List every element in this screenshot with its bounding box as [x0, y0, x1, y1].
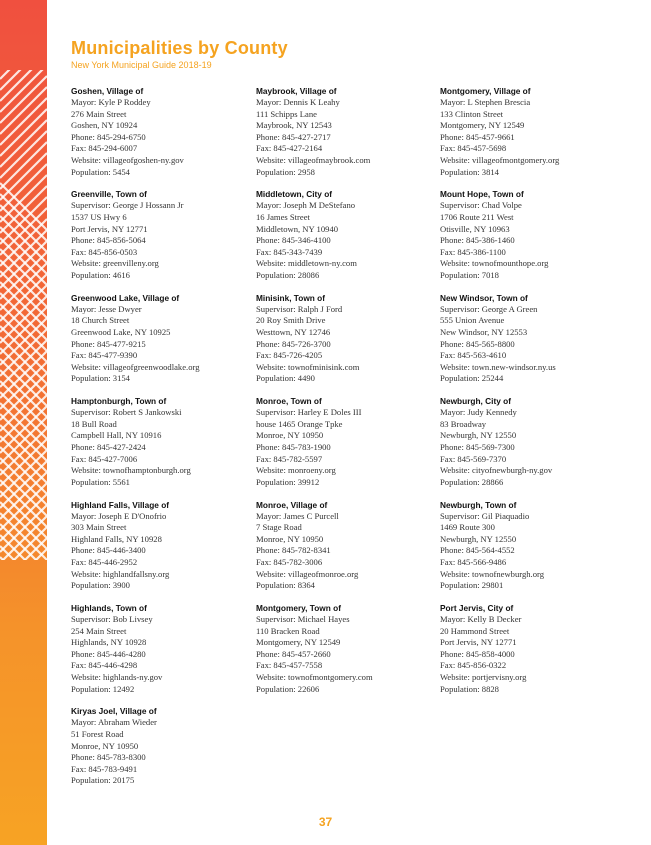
- municipality-name: Middletown, City of: [256, 189, 333, 200]
- municipality-detail: Mayor: Judy Kennedy: [440, 407, 517, 418]
- municipality-detail: Highlands, NY 10928: [71, 637, 147, 648]
- municipality-detail: 7 Stage Road: [256, 522, 302, 533]
- municipality-detail: Population: 25244: [440, 373, 504, 384]
- municipality-detail: Population: 3154: [71, 373, 130, 384]
- municipality-detail: Population: 8364: [256, 580, 315, 591]
- municipality-detail: Website: villageofgreenwoodlake.org: [71, 361, 200, 372]
- municipality-name: Newburgh, Town of: [440, 499, 517, 510]
- municipality-detail: 110 Bracken Road: [256, 625, 320, 636]
- municipality-name: Monroe, Town of: [256, 396, 322, 407]
- municipality-detail: 18 Church Street: [71, 315, 130, 326]
- municipality-detail: Website: townofhamptonburgh.org: [71, 465, 191, 476]
- municipality-entry: [440, 293, 620, 396]
- municipality-entry: [440, 603, 620, 706]
- municipality-detail: Phone: 845-427-2424: [71, 441, 146, 452]
- municipality-entry: [256, 293, 436, 396]
- municipality-detail: New Windsor, NY 12553: [440, 326, 528, 337]
- lattice-line: [0, 568, 47, 615]
- municipality-name: Port Jervis, City of: [440, 602, 514, 613]
- municipality-detail: Population: 8828: [440, 683, 499, 694]
- municipality-detail: Fax: 845-446-2952: [71, 556, 138, 567]
- municipality-detail: Phone: 845-446-3400: [71, 545, 146, 556]
- municipality-name: Montgomery, Village of: [440, 86, 531, 96]
- municipality-detail: Phone: 845-446-4280: [71, 648, 146, 659]
- municipality-detail: Population: 5561: [71, 476, 130, 487]
- municipality-detail: Newburgh, NY 12550: [440, 533, 517, 544]
- municipality-detail: Fax: 845-343-7439: [256, 246, 323, 257]
- lattice-line: [0, 560, 47, 607]
- municipality-detail: Website: greenvilleny.org: [71, 258, 159, 269]
- municipality-detail: Population: 29801: [440, 580, 504, 591]
- municipality-detail: Phone: 845-783-8300: [71, 752, 146, 763]
- municipality-detail: Campbell Hall, NY 10916: [71, 430, 162, 441]
- municipality-name: Highlands, Town of: [71, 602, 147, 613]
- municipality-detail: Supervisor: Michael Hayes: [256, 613, 350, 624]
- municipality-detail: 20 Hammond Street: [440, 625, 510, 636]
- municipality-detail: Montgomery, NY 12549: [440, 120, 525, 131]
- municipality-entry: [256, 500, 436, 603]
- municipality-entry: [256, 603, 436, 706]
- municipality-entry: [71, 706, 251, 809]
- municipality-detail: Supervisor: George J Hossann Jr: [71, 200, 184, 211]
- municipality-detail: Phone: 845-569-7300: [440, 441, 515, 452]
- municipality-detail: Population: 4616: [71, 269, 130, 280]
- municipality-detail: 133 Clinton Street: [440, 108, 504, 119]
- municipality-detail: Supervisor: Harley E Doles III: [256, 407, 362, 418]
- municipality-name: Mount Hope, Town of: [440, 189, 524, 200]
- municipality-detail: Fax: 845-446-4298: [71, 660, 138, 671]
- municipality-detail: Phone: 845-565-8800: [440, 338, 515, 349]
- municipality-detail: 51 Forest Road: [71, 728, 124, 739]
- municipality-detail: Website: cityofnewburgh-ny.gov: [440, 465, 553, 476]
- municipality-detail: Port Jervis, NY 12771: [440, 637, 517, 648]
- municipality-detail: Website: townofminisink.com: [256, 361, 360, 372]
- municipality-detail: Population: 20175: [71, 775, 135, 786]
- municipality-detail: Fax: 845-457-5698: [440, 143, 507, 154]
- municipality-detail: Population: 22606: [256, 683, 320, 694]
- municipality-entry: [71, 293, 251, 396]
- municipality-detail: Fax: 845-569-7370: [440, 453, 507, 464]
- municipality-detail: 1469 Route 300: [440, 522, 495, 533]
- lattice-line: [0, 604, 47, 651]
- municipality-detail: Fax: 845-566-9486: [440, 556, 507, 567]
- municipality-detail: Phone: 845-457-9661: [440, 131, 515, 142]
- municipality-detail: Mayor: Joseph M DeStefano: [256, 200, 356, 211]
- municipality-detail: Mayor: Kelly B Decker: [440, 613, 522, 624]
- municipality-detail: Phone: 845-457-2660: [256, 648, 331, 659]
- municipality-detail: Fax: 845-563-4610: [440, 350, 507, 361]
- municipality-entry: [71, 603, 251, 706]
- municipality-detail: house 1465 Orange Tpke: [256, 418, 343, 429]
- municipality-name: Greenwood Lake, Village of: [71, 292, 180, 303]
- municipality-detail: Fax: 845-856-0322: [440, 660, 507, 671]
- municipality-detail: Fax: 845-783-9491: [71, 763, 138, 774]
- decorative-side-strip: [0, 0, 47, 845]
- municipality-name: Kiryas Joel, Village of: [71, 706, 157, 717]
- municipality-entry: [440, 396, 620, 499]
- municipality-detail: Website: highlandfallsny.org: [71, 568, 170, 579]
- municipality-detail: Population: 28866: [440, 476, 504, 487]
- column-2: [256, 86, 436, 706]
- municipality-detail: Supervisor: Gil Piaquadio: [440, 510, 530, 521]
- municipality-detail: Website: monroeny.org: [256, 465, 336, 476]
- column-3: [440, 86, 620, 706]
- lattice-lines: [0, 10, 47, 662]
- municipality-detail: Website: townofmounthope.org: [440, 258, 549, 269]
- municipality-detail: Population: 5454: [71, 166, 130, 177]
- municipality-detail: Supervisor: Bob Livsey: [71, 613, 153, 624]
- municipality-detail: Mayor: L Stephen Brescia: [440, 97, 531, 107]
- municipality-detail: Website: townofnewburgh.org: [440, 568, 545, 579]
- municipality-detail: Population: 7018: [440, 269, 499, 280]
- municipality-detail: Population: 28086: [256, 269, 320, 280]
- municipality-entry: [71, 86, 251, 189]
- municipality-name: Montgomery, Town of: [256, 602, 341, 613]
- lattice-line: [0, 21, 47, 68]
- page-header: [71, 38, 288, 71]
- lattice-line: [0, 10, 47, 57]
- municipality-detail: Goshen, NY 10924: [71, 120, 138, 131]
- municipality-detail: Phone: 845-477-9215: [71, 338, 146, 349]
- lattice-line: [0, 615, 47, 662]
- municipality-name: Greenville, Town of: [71, 189, 147, 200]
- municipality-detail: Monroe, NY 10950: [256, 533, 324, 544]
- municipality-detail: 83 Broadway: [440, 418, 487, 429]
- municipality-detail: Website: villageofmontgomery.org: [440, 154, 560, 165]
- municipality-detail: Phone: 845-856-5064: [71, 235, 146, 246]
- municipality-name: Monroe, Village of: [256, 499, 328, 510]
- municipality-detail: Population: 3814: [440, 166, 499, 177]
- municipality-detail: Fax: 845-782-3006: [256, 556, 323, 567]
- municipality-detail: Otisville, NY 10963: [440, 223, 510, 234]
- municipality-detail: 1706 Route 211 West: [440, 211, 514, 222]
- lattice-line: [0, 593, 47, 640]
- municipality-detail: 303 Main Street: [71, 522, 127, 533]
- municipality-name: Hamptonburgh, Town of: [71, 396, 167, 407]
- municipality-name: New Windsor, Town of: [440, 292, 528, 303]
- municipality-entry: [256, 396, 436, 499]
- municipality-name: Maybrook, Village of: [256, 86, 337, 96]
- municipality-name: Minisink, Town of: [256, 292, 325, 303]
- lattice-line: [0, 582, 47, 629]
- municipality-detail: Mayor: Kyle P Roddey: [71, 97, 151, 107]
- lattice-line: [0, 571, 47, 618]
- municipality-entry: [256, 189, 436, 292]
- municipality-detail: Fax: 845-856-0503: [71, 246, 138, 257]
- municipality-detail: Middletown, NY 10940: [256, 223, 339, 234]
- municipality-detail: 555 Union Avenue: [440, 315, 505, 326]
- municipality-detail: Population: 39912: [256, 476, 320, 487]
- municipality-detail: Phone: 845-782-8341: [256, 545, 331, 556]
- municipality-detail: Supervisor: Chad Volpe: [440, 200, 522, 211]
- municipality-detail: Mayor: Jesse Dwyer: [71, 303, 142, 314]
- municipality-detail: Supervisor: George A Green: [440, 303, 538, 314]
- municipality-detail: Website: middletown-ny.com: [256, 258, 357, 269]
- municipality-detail: Fax: 845-427-7006: [71, 453, 138, 464]
- page-subtitle: New York Municipal Guide 2018-19: [71, 60, 212, 70]
- municipality-detail: Fax: 845-782-5597: [256, 453, 323, 464]
- column-1: [71, 86, 251, 810]
- municipality-detail: Fax: 845-294-6007: [71, 143, 138, 154]
- municipality-detail: 254 Main Street: [71, 625, 127, 636]
- municipality-detail: Fax: 845-427-2164: [256, 143, 323, 154]
- municipality-entry: [440, 189, 620, 292]
- municipality-entry: [71, 396, 251, 499]
- municipality-detail: Website: villageofmaybrook.com: [256, 154, 371, 165]
- municipality-detail: Fax: 845-477-9390: [71, 350, 138, 361]
- municipality-name: Newburgh, City of: [440, 396, 511, 407]
- municipality-detail: Website: portjervisny.org: [440, 671, 527, 682]
- municipality-detail: Fax: 845-457-7558: [256, 660, 323, 671]
- municipality-detail: Fax: 845-386-1100: [440, 246, 506, 257]
- municipality-detail: 18 Bull Road: [71, 418, 117, 429]
- municipality-detail: Population: 12492: [71, 683, 135, 694]
- municipality-detail: Mayor: Abraham Wieder: [71, 717, 157, 728]
- municipality-detail: Website: highlands-ny.gov: [71, 671, 163, 682]
- municipality-detail: Phone: 845-564-4552: [440, 545, 515, 556]
- municipality-detail: 20 Roy Smith Drive: [256, 315, 326, 326]
- municipality-detail: Website: villageofmonroe.org: [256, 568, 359, 579]
- municipality-detail: Population: 4490: [256, 373, 315, 384]
- municipality-detail: 276 Main Street: [71, 108, 127, 119]
- municipality-detail: Phone: 845-726-3700: [256, 338, 331, 349]
- municipality-detail: Westtown, NY 12746: [256, 326, 331, 337]
- municipality-detail: Mayor: Dennis K Leahy: [256, 97, 340, 107]
- municipality-detail: Phone: 845-346-4100: [256, 235, 331, 246]
- lattice-pattern: [0, 0, 47, 845]
- municipality-detail: Phone: 845-858-4000: [440, 648, 515, 659]
- municipality-detail: Supervisor: Ralph J Ford: [256, 303, 343, 314]
- municipality-detail: Phone: 845-427-2717: [256, 131, 331, 142]
- municipality-detail: Phone: 845-294-6750: [71, 131, 146, 142]
- municipality-detail: 111 Schipps Lane: [256, 108, 317, 119]
- municipality-entry: [440, 86, 620, 189]
- municipality-entry: [71, 500, 251, 603]
- municipality-detail: Highland Falls, NY 10928: [71, 533, 162, 544]
- municipality-detail: Website: townofmontgomery.com: [256, 671, 373, 682]
- municipality-detail: Maybrook, NY 12543: [256, 120, 332, 131]
- municipality-detail: Monroe, NY 10950: [71, 740, 139, 751]
- municipality-detail: Website: town.new-windsor.ny.us: [440, 361, 556, 372]
- municipality-name: Highland Falls, Village of: [71, 499, 170, 510]
- page-number: 37: [318, 815, 333, 829]
- municipality-entry: [256, 86, 436, 189]
- municipality-detail: Supervisor: Robert S Jankowski: [71, 407, 182, 418]
- municipality-detail: 16 James Street: [256, 211, 310, 222]
- municipality-entry: [71, 189, 251, 292]
- municipality-detail: Greenwood Lake, NY 10925: [71, 326, 171, 337]
- page-title: Municipalities by County: [71, 38, 288, 58]
- municipality-detail: Newburgh, NY 12550: [440, 430, 517, 441]
- municipality-detail: Phone: 845-783-1900: [256, 441, 331, 452]
- municipality-detail: Monroe, NY 10950: [256, 430, 324, 441]
- municipality-detail: Fax: 845-726-4205: [256, 350, 323, 361]
- municipality-detail: Phone: 845-386-1460: [440, 235, 515, 246]
- municipality-detail: 1537 US Hwy 6: [71, 211, 127, 222]
- municipality-detail: Mayor: Joseph E D'Onofrio: [71, 510, 167, 521]
- municipality-detail: Mayor: James C Purcell: [256, 510, 339, 521]
- municipality-name: Goshen, Village of: [71, 86, 144, 96]
- municipality-detail: Population: 3900: [71, 580, 130, 591]
- municipality-detail: Population: 2958: [256, 166, 315, 177]
- municipality-detail: Montgomery, NY 12549: [256, 637, 341, 648]
- municipality-detail: Website: villageofgoshen-ny.gov: [71, 154, 184, 165]
- lattice-line: [0, 557, 47, 604]
- municipality-detail: Port Jervis, NY 12771: [71, 223, 148, 234]
- municipality-entry: [440, 500, 620, 603]
